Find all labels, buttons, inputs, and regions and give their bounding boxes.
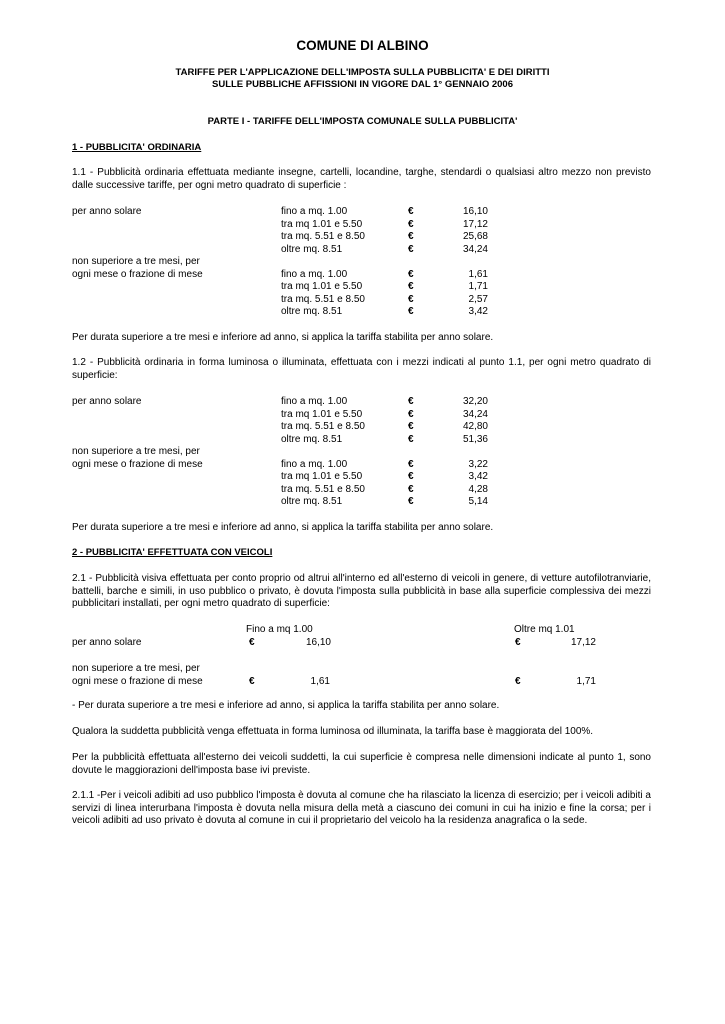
table2-value: 5,14 <box>468 496 488 507</box>
euro-symbol: € <box>408 293 414 305</box>
table1-range: tra mq. 5.51 e 8.50 <box>281 231 365 242</box>
table1-range: tra mq. 5.51 e 8.50 <box>281 293 365 305</box>
table2-range: oltre mq. 8.51 <box>281 433 343 445</box>
table2-value: 34,24 <box>462 408 488 420</box>
table1-range: fino a mq. 1.00 <box>281 206 348 217</box>
table1-range: oltre mq. 8.51 <box>281 306 343 317</box>
paragraph-1-2: 1.2 - Pubblicità ordinaria in forma luminosa o illuminata, effettuata con i mezzi indicati al punto 1.1, per ogni metro quadrato di superficie: <box>72 357 651 381</box>
vehicle-row-month-label-1: non superiore a tre mesi, per <box>72 663 200 674</box>
table2-value: 32,20 <box>462 396 488 407</box>
table1-value: 16,10 <box>462 206 488 217</box>
table2-value: 3,42 <box>468 471 488 482</box>
paragraph-2-1-1: 2.1.1 -Per i veicoli adibiti ad uso pubblico l'imposta è dovuta al comune che ha rilasciato la licenza di esercizio; per i veicoli adibiti a servizi di linea interurbana l'imposta è dovuta nella misura della metà a ciascuno dei comuni in cui ha inizio e fine la corsa; per i veicoli adibiti ad uso privato è dovuta al comune in cui il proprietario del veicolo ha la residenza anagrafica o la sede. <box>72 790 651 827</box>
section-1-heading: 1 - PUBBLICITA' ORDINARIA <box>72 142 202 153</box>
euro-symbol: € <box>249 675 255 687</box>
note-4: Qualora la suddetta pubblicità venga effettuata in forma luminosa od illuminata, la tariffa base è maggiorata del 100%. <box>72 726 594 737</box>
note-2: Per durata superiore a tre mesi e inferiore ad anno, si applica la tariffa stabilita per anno solare. <box>72 522 494 533</box>
vehicle-row-month-value-1: 1,61 <box>310 675 330 687</box>
table1-label-year: per anno solare <box>72 206 142 217</box>
note-1: Per durata superiore a tre mesi e inferiore ad anno, si applica la tariffa stabilita per anno solare. <box>72 332 494 343</box>
euro-symbol: € <box>408 206 414 217</box>
table1-range: tra mq 1.01 e 5.50 <box>281 218 363 230</box>
table1-range: fino a mq. 1.00 <box>281 268 348 280</box>
euro-symbol: € <box>408 243 414 255</box>
euro-symbol: € <box>515 637 521 648</box>
euro-symbol: € <box>408 496 414 507</box>
table1-value: 1,71 <box>468 281 488 292</box>
table2-value: 4,28 <box>468 483 488 495</box>
euro-symbol: € <box>249 637 255 648</box>
euro-symbol: € <box>408 306 414 317</box>
table1-label-month-1: non superiore a tre mesi, per <box>72 256 200 267</box>
euro-symbol: € <box>408 408 414 420</box>
euro-symbol: € <box>408 218 414 230</box>
table2-range: fino a mq. 1.00 <box>281 396 348 407</box>
table2-label-month-2: ogni mese o frazione di mese <box>72 458 203 470</box>
table2-label-month-1: non superiore a tre mesi, per <box>72 446 200 457</box>
euro-symbol: € <box>408 458 414 470</box>
vehicle-row-year-value-2: 17,12 <box>570 637 596 648</box>
table1-value: 2,57 <box>468 293 488 305</box>
page-title: COMUNE DI ALBINO <box>296 38 429 53</box>
table1-value: 17,12 <box>462 218 488 230</box>
paragraph-1-1: 1.1 - Pubblicità ordinaria effettuata mediante insegne, cartelli, locandine, targhe, stendardi o qualsiasi altro mezzo non previsto dalle successive tariffe, per ogni metro quadrato di superficie : <box>72 167 651 191</box>
euro-symbol: € <box>408 483 414 495</box>
euro-symbol: € <box>408 433 414 445</box>
euro-symbol: € <box>408 281 414 292</box>
euro-symbol: € <box>408 268 414 280</box>
table1-value: 1,61 <box>468 268 488 280</box>
vehicle-col-head-1: Fino a mq 1.00 <box>246 624 313 635</box>
table2-value: 3,22 <box>468 458 488 470</box>
table1-value: 3,42 <box>468 306 488 317</box>
table1-range: oltre mq. 8.51 <box>281 243 343 255</box>
vehicle-row-month-label-2: ogni mese o frazione di mese <box>72 675 203 687</box>
paragraph-2-1: 2.1 - Pubblicità visiva effettuata per conto proprio od altrui all'interno ed all'esterno di veicoli in genere, di vetture autofilotranviarie, battelli, barche e simili, in uso pubblico o privato, è dovuta l'imposta sulla pubblicità in base alla superficie complessiva dei mezzi pubblicitari installati, per ogni metro quadrato di superficie: <box>72 573 651 610</box>
table1-label-month-2: ogni mese o frazione di mese <box>72 268 203 280</box>
vehicle-row-year-label: per anno solare <box>72 637 142 648</box>
table2-range: tra mq 1.01 e 5.50 <box>281 471 363 482</box>
table2-range: tra mq. 5.51 e 8.50 <box>281 421 365 432</box>
euro-symbol: € <box>408 471 414 482</box>
subtitle-line-2: SULLE PUBBLICHE AFFISSIONI IN VIGORE DAL 1° GENNAIO 2006 <box>212 79 513 90</box>
note-3: - Per durata superiore a tre mesi e inferiore ad anno, si applica la tariffa stabilita per anno solare. <box>72 700 500 711</box>
section-2-heading: 2 - PUBBLICITA' EFFETTUATA CON VEICOLI <box>72 547 273 558</box>
euro-symbol: € <box>408 231 414 242</box>
euro-symbol: € <box>515 675 521 687</box>
table2-label-year: per anno solare <box>72 396 142 407</box>
table1-value: 25,68 <box>462 231 488 242</box>
table2-range: oltre mq. 8.51 <box>281 496 343 507</box>
table2-range: tra mq 1.01 e 5.50 <box>281 408 363 420</box>
vehicle-row-month-value-2: 1,71 <box>576 675 596 687</box>
vehicle-col-head-2: Oltre mq 1.01 <box>514 624 575 635</box>
note-5: Per la pubblicità effettuata all'esterno dei veicoli suddetti, la cui superficie è compresa nelle dimensioni indicate al punto 1, sono dovute le maggiorazioni dell'imposta base ivi previste. <box>72 752 651 776</box>
table2-range: tra mq. 5.51 e 8.50 <box>281 483 365 495</box>
table2-range: fino a mq. 1.00 <box>281 458 348 470</box>
table1-range: tra mq 1.01 e 5.50 <box>281 281 363 292</box>
table1-value: 34,24 <box>462 243 488 255</box>
part-heading: PARTE I - TARIFFE DELL'IMPOSTA COMUNALE SULLA PUBBLICITA' <box>207 116 518 127</box>
euro-symbol: € <box>408 396 414 407</box>
table2-value: 42,80 <box>462 421 488 432</box>
euro-symbol: € <box>408 421 414 432</box>
subtitle-line-1: TARIFFE PER L'APPLICAZIONE DELL'IMPOSTA SULLA PUBBLICITA' E DEI DIRITTI <box>175 67 550 78</box>
table2-value: 51,36 <box>462 433 488 445</box>
vehicle-row-year-value-1: 16,10 <box>305 637 331 648</box>
